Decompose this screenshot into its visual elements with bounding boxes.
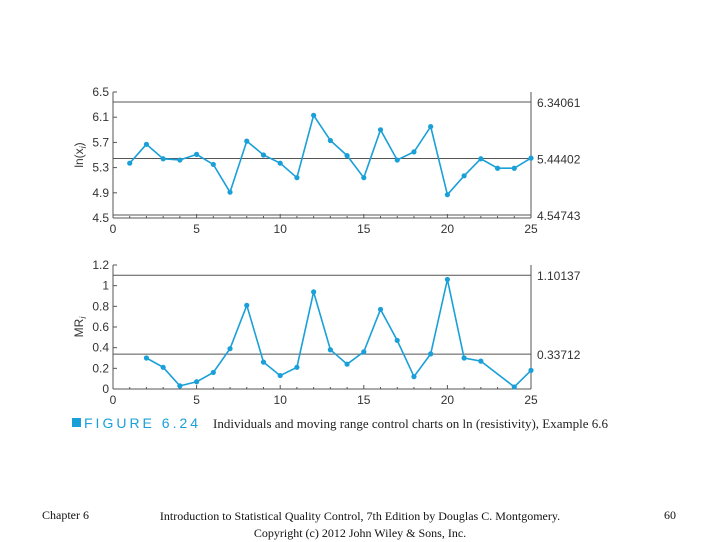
ind-data-point: [127, 161, 132, 166]
ind-x-tick-label: 25: [524, 222, 538, 236]
ind-data-point: [161, 156, 166, 161]
ind-control-limit-label: 4.54743: [537, 209, 581, 224]
ind-data-point: [328, 138, 333, 143]
ind-y-axis-label: $\ln(x_i)$: [72, 142, 88, 168]
mr-x-tick-label: 10: [273, 393, 287, 407]
mr-series-line: [146, 280, 531, 387]
ind-x-tick-label: 15: [357, 222, 371, 236]
mr-data-point: [244, 303, 249, 308]
mr-x-tick-label: 0: [109, 393, 117, 407]
ind-y-tick-label: 5.3: [92, 160, 109, 175]
mr-y-tick-label: 0: [102, 382, 109, 396]
mr-data-point: [512, 384, 517, 389]
figure-label: FIGURE 6.24: [84, 415, 202, 431]
mr-y-tick-label: 0.4: [92, 340, 109, 355]
mr-x-tick-label: 20: [440, 393, 455, 407]
ind-y-tick-label: 4.5: [92, 211, 109, 225]
mr-y-tick-label: 0.8: [92, 299, 109, 314]
ind-data-point: [194, 152, 199, 157]
mr-y-tick-label: 0.2: [92, 361, 109, 376]
ind-data-point: [411, 149, 416, 154]
mr-data-point: [161, 365, 166, 370]
ind-data-point: [495, 166, 500, 171]
ind-series-line: [130, 115, 531, 194]
mr-data-point: [177, 383, 182, 388]
ind-data-point: [244, 139, 249, 144]
mr-y-axis-label: $MR_i$: [72, 316, 88, 338]
mr-y-tick-label: 0.6: [92, 320, 109, 334]
footer-page-number: 60: [664, 508, 676, 522]
ind-data-point: [294, 175, 299, 180]
ind-data-point: [361, 175, 366, 180]
mr-data-point: [528, 368, 533, 373]
mr-data-point: [261, 360, 266, 365]
mr-x-tick-label: 15: [357, 393, 371, 407]
ind-y-tick-label: 6.1: [92, 110, 109, 125]
caption-square-icon: [72, 418, 81, 427]
footer-chapter: Chapter 6: [42, 508, 89, 522]
figure-caption: [72, 414, 672, 433]
mr-data-point: [344, 362, 349, 367]
mr-data-point: [294, 365, 299, 370]
mr-y-tick-label: 1: [102, 278, 109, 293]
mr-data-point: [328, 347, 333, 352]
moving-range-chart: [72, 258, 581, 407]
footer-citation: [150, 508, 570, 542]
mr-data-point: [411, 374, 416, 379]
mr-x-tick-label: 5: [193, 393, 200, 407]
ind-control-limit-label: 5.44402: [537, 152, 581, 167]
ind-y-tick-label: 4.9: [92, 185, 109, 200]
ind-data-point: [528, 156, 533, 161]
ind-data-point: [144, 142, 149, 147]
ind-data-point: [428, 124, 433, 129]
mr-data-point: [378, 307, 383, 312]
ind-y-tick-label: 5.7: [92, 135, 109, 150]
mr-data-point: [227, 346, 232, 351]
mr-y-tick-label: 1.2: [92, 258, 109, 272]
ind-data-point: [378, 127, 383, 132]
ind-data-point: [311, 113, 316, 118]
ind-data-point: [211, 162, 216, 167]
ind-x-tick-label: 20: [440, 222, 455, 236]
mr-x-tick-label: 25: [524, 393, 538, 407]
ind-control-limit-label: 6.34061: [537, 96, 581, 111]
mr-data-point: [445, 277, 450, 282]
mr-control-limit-label: 1.10137: [537, 269, 581, 284]
ind-x-tick-label: 10: [273, 222, 287, 236]
ind-data-point: [344, 153, 349, 158]
mr-data-point: [278, 373, 283, 378]
mr-data-point: [462, 355, 467, 360]
mr-control-limit-label: 0.33712: [537, 348, 581, 363]
ind-data-point: [512, 166, 517, 171]
mr-data-point: [144, 355, 149, 360]
mr-data-point: [428, 351, 433, 356]
ind-data-point: [445, 192, 450, 197]
ind-data-point: [395, 157, 400, 162]
footer-citation-line1: Introduction to Statistical Quality Control, 7th Edition by Douglas C. Montgomery.: [159, 509, 561, 523]
ind-x-tick-label: 5: [193, 222, 200, 236]
mr-data-point: [311, 289, 316, 294]
mr-data-point: [478, 359, 483, 364]
ind-data-point: [261, 152, 266, 157]
ind-data-point: [227, 190, 232, 195]
caption-text: Individuals and moving range control charts on ln (resistivity), Example 6.6: [213, 416, 609, 431]
ind-data-point: [177, 157, 182, 162]
ind-data-point: [478, 156, 483, 161]
mr-data-point: [361, 349, 366, 354]
ind-data-point: [462, 173, 467, 178]
ind-data-point: [278, 161, 283, 166]
mr-data-point: [211, 370, 216, 375]
ind-x-tick-label: 0: [109, 222, 117, 236]
ind-y-tick-label: 6.5: [92, 85, 109, 99]
footer-citation-line2: Copyright (c) 2012 John Wiley & Sons, Inc.: [253, 526, 467, 540]
mr-data-point: [194, 379, 199, 384]
individuals-chart: [72, 85, 581, 236]
mr-data-point: [395, 338, 400, 343]
